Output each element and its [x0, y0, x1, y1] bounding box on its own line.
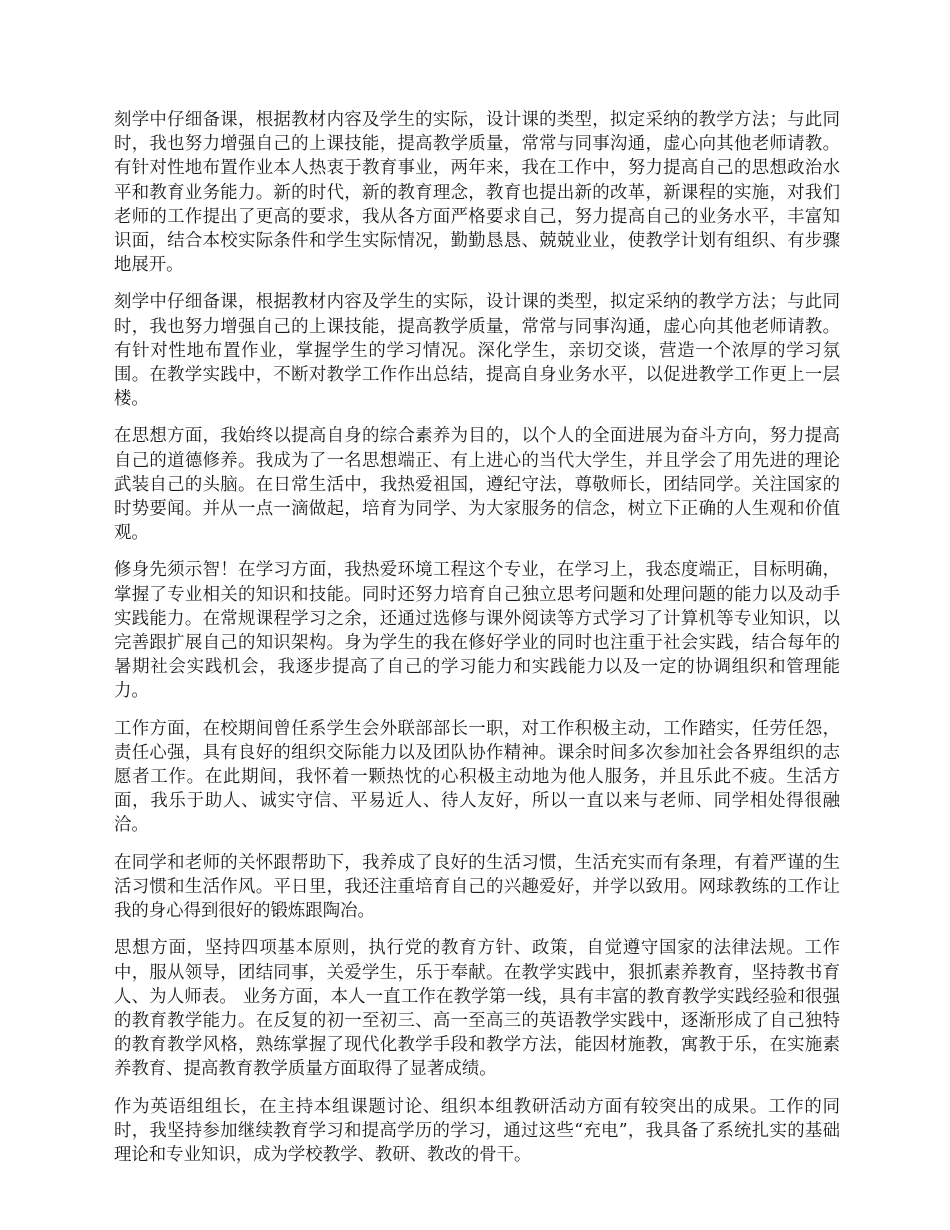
paragraph-7: 思想方面，坚持四项基本原则，执行党的教育方针、政策，自觉遵守国家的法律法规。工作中，服从领导，团结同事，关爱学生，乐于奉献。在教学实践中，狠抓素养教育，坚持教书育人、为人师表。 业务方面，本人一直工作在教学第一线，具有丰富的教育教学实践经验和很强的教育教学能力。在反复的初一至初三、高一至高三的英语教学实践中，逐渐形成了自己独特的教育教学风格，熟练掌握了现代化教学手段和教学方法，能因材施教，寓教于乐，在实施素养教育、提高教育教学质量方面取得了显著成绩。: [114, 938, 840, 1080]
paragraph-4: 修身先须示智！在学习方面，我热爱环境工程这个专业，在学习上，我态度端正，目标明确，掌握了专业相关的知识和技能。同时还努力培育自己独立思考问题和处理问题的能力以及动手实践能力。在常规课程学习之余，还通过选修与课外阅读等方式学习了计算机等专业知识，以完善跟扩展自己的知识架构。身为学生的我在修好学业的同时也注重于社会实践，结合每年的暑期社会实践机会，我逐步提高了自己的学习能力和实践能力以及一定的协调组织和管理能力。: [114, 560, 840, 702]
paragraph-1: 刻学中仔细备课，根据教材内容及学生的实际，设计课的类型，拟定采纳的教学方法；与此同时，我也努力增强自己的上课技能，提高教学质量，常常与同事沟通，虚心向其他老师请教。有针对性地布置作业本人热衷于教育事业，两年来，我在工作中，努力提高自己的思想政治水平和教育业务能力。新的时代，新的教育理念，教育也提出新的改革，新课程的实施，对我们老师的工作提出了更高的要求，我从各方面严格要求自己，努力提高自己的业务水平，丰富知识面，结合本校实际条件和学生实际情况，勤勤恳恳、兢兢业业，使教学计划有组织、有步骤地展开。: [114, 110, 840, 276]
paragraph-5: 工作方面，在校期间曾任系学生会外联部部长一职，对工作积极主动，工作踏实，任劳任怨，责任心强，具有良好的组织交际能力以及团队协作精神。课余时间多次参加社会各界组织的志愿者工作。在此期间，我怀着一颗热忱的心积极主动地为他人服务，并且乐此不疲。生活方面，我乐于助人、诚实守信、平易近人、待人友好，所以一直以来与老师、同学相处得很融洽。: [114, 718, 840, 836]
document-body: [114, 108, 840, 1180]
paragraph-8: 作为英语组组长，在主持本组课题讨论、组织本组教研活动方面有较突出的成果。工作的同时，我坚持参加继续教育学习和提高学历的学习，通过这些“充电”，我具备了系统扎实的基础理论和专业知识，成为学校教学、教研、教改的骨干。: [114, 1096, 840, 1165]
paragraph-6: 在同学和老师的关怀跟帮助下，我养成了良好的生活习惯，生活充实而有条理，有着严谨的生活习惯和生活作风。平日里，我还注重培育自己的兴趣爱好，并学以致用。网球教练的工作让我的身心得到很好的锻炼跟陶冶。: [114, 852, 840, 922]
paragraph-3: 在思想方面，我始终以提高自身的综合素养为目的，以个人的全面进展为奋斗方向，努力提高自己的道德修养。我成为了一名思想端正、有上进心的当代大学生，并且学会了用先进的理论武装自己的头脑。在日常生活中，我热爱祖国，遵纪守法，尊敬师长，团结同学。关注国家的时势要闻。并从一点一滴做起，培育为同学、为大家服务的信念，树立下正确的人生观和价值观。: [114, 426, 840, 544]
paragraph-2: 刻学中仔细备课，根据教材内容及学生的实际，设计课的类型，拟定采纳的教学方法；与此同时，我也努力增强自己的上课技能，提高教学质量，常常与同事沟通，虚心向其他老师请教。有针对性地布置作业，掌握学生的学习情况。深化学生，亲切交谈，营造一个浓厚的学习氛围。在教学实践中，不断对教学工作作出总结，提高自身业务水平，以促进教学工作更上一层楼。: [114, 292, 840, 410]
